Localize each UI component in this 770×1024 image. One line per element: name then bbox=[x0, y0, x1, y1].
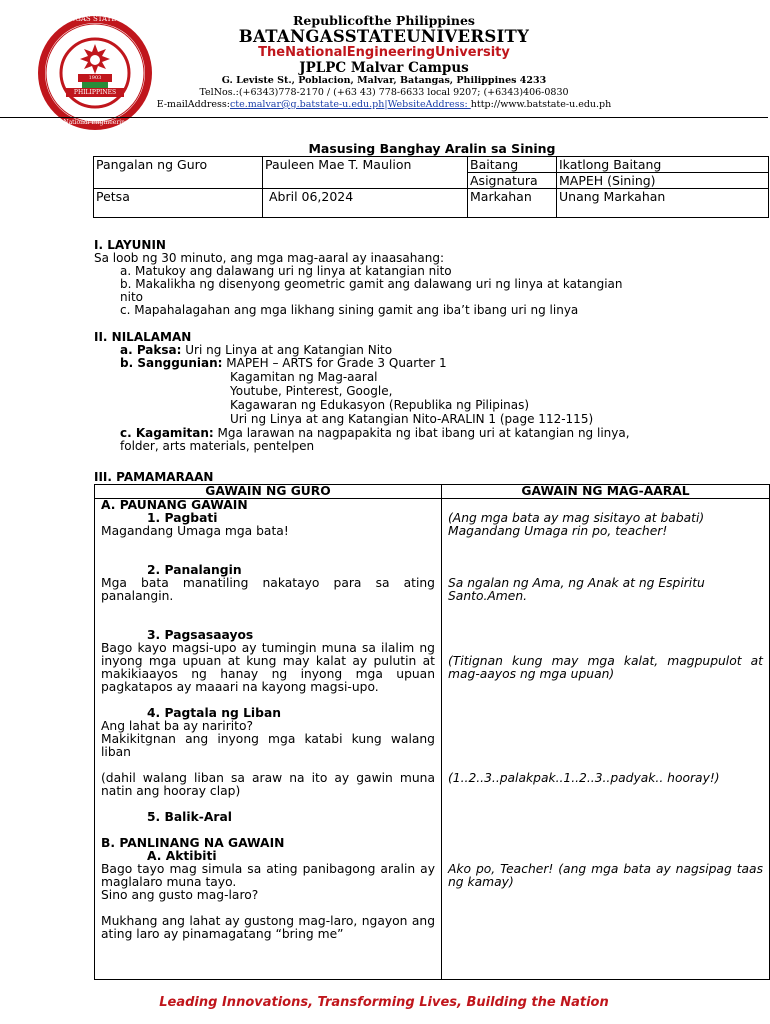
col-header-teacher: GAWAIN NG GURO bbox=[95, 485, 442, 499]
student-liban: (1..2..3..palakpak..1..2..3..padyak.. hooray!) bbox=[448, 771, 720, 785]
sanggunian-label: b. Sanggunian: bbox=[120, 356, 223, 370]
teacher-activities bbox=[95, 499, 442, 980]
step-pagbati-title: 1. Pagbati bbox=[147, 511, 218, 525]
step-liban-text-1: Ang lahat ba ay naririto? bbox=[101, 719, 254, 733]
section-b-heading: B. PANLINANG NA GAWAIN bbox=[101, 836, 285, 850]
kagamitan-label: c. Kagamitan: bbox=[120, 426, 214, 440]
header-campus: JPLPC Malvar Campus bbox=[299, 60, 469, 76]
teacher-value: Pauleen Mae T. Maulion bbox=[263, 157, 468, 189]
subject-label: Asignatura bbox=[468, 173, 557, 189]
step-panalangin-title: 2. Panalangin bbox=[147, 563, 242, 577]
nilalaman-sanggunian bbox=[94, 357, 754, 370]
email-link[interactable]: cte.malvar@g.batstate-u.edu.ph|WebsiteAddress: bbox=[229, 99, 471, 110]
header-tagline: TheNationalEngineeringUniversity bbox=[258, 45, 510, 60]
layunin-heading: I. LAYUNIN bbox=[94, 238, 166, 252]
nilalaman-kagamitan bbox=[94, 426, 754, 440]
teacher-label: Pangalan ng Guro bbox=[94, 157, 263, 189]
layunin-item-b-cont: nito bbox=[120, 290, 143, 304]
reference-item: Kagamitan ng Mag-aaral bbox=[230, 370, 378, 384]
subject-value: MAPEH (Sining) bbox=[557, 173, 769, 189]
layunin-section bbox=[94, 239, 734, 317]
header-telephone: TelNos.:(+6343)778-2170 / (+63 43) 778-6633 local 9207; (+6343)406-0830 bbox=[199, 87, 569, 98]
layunin-item-b: b. Makalikha ng disenyong geometric gamit ang dalawang uri ng linya at katangian bbox=[120, 277, 623, 291]
nilalaman-kagamitan-cont: folder, arts materials, pentelpen bbox=[120, 439, 315, 453]
layunin-intro: Sa loob ng 30 minuto, ang mga mag-aaral ay inaasahang: bbox=[94, 251, 445, 265]
info-table bbox=[93, 156, 769, 218]
nilalaman-section bbox=[94, 331, 754, 453]
student-panalangin: Sa ngalan ng Ama, ng Anak at ng Espiritu Santo.Amen. bbox=[448, 576, 705, 603]
date-value: Abril 06,2024 bbox=[263, 189, 468, 218]
nilalaman-heading: II. NILALAMAN bbox=[94, 330, 192, 344]
step-liban-title: 4. Pagtala ng Liban bbox=[147, 706, 282, 720]
step-aktibiti-text-3: Mukhang ang lahat ay gustong mag-laro, ngayon ang ating laro ay pinamagatang “bring me” bbox=[101, 914, 435, 941]
layunin-item-a: a. Matukoy ang dalawang uri ng linya at katangian nito bbox=[120, 264, 452, 278]
step-pagsasaayos-title: 3. Pagsasaayos bbox=[147, 628, 254, 642]
header-contact bbox=[0, 99, 768, 110]
kagamitan-value: Mga larawan na nagpapakita ng ibat ibang uri at katangian ng linya, bbox=[213, 426, 630, 440]
step-liban-text-2: Makikitgnan ang inyong mga katabi kung walang liban bbox=[101, 732, 435, 759]
website-text: http://www.batstate-u.edu.ph bbox=[470, 99, 612, 110]
step-aktibiti-text-2: Sino ang gusto mag-laro? bbox=[101, 888, 259, 902]
grade-label: Baitang bbox=[468, 157, 557, 173]
reference-item: Uri ng Linya at ang Katangian Nito-ARALIN 1 (page 112-115) bbox=[230, 412, 594, 426]
section-a-heading: A. PAUNANG GAWAIN bbox=[101, 498, 248, 512]
student-aktibiti: Ako po, Teacher! (ang mga bata ay nagsipag taas ng kamay) bbox=[448, 862, 763, 889]
paksa-label: a. Paksa: bbox=[120, 343, 182, 357]
step-pagsasaayos-text: Bago kayo magsi-upo ay tumingin muna sa ilalim ng inyong mga upuan at kung may kalat ay pulutin at makikiaayos ng hanay ng inyong mga upuan pagkatapos ay maaari na kayong magsi-upo. bbox=[101, 641, 435, 694]
procedure-table bbox=[94, 484, 770, 980]
col-header-student: GAWAIN NG MAG-AARAL bbox=[442, 485, 770, 499]
step-panalangin-text: Mga bata manatiling nakatayo para sa ating panalangin. bbox=[101, 576, 435, 603]
seal-bottom-text: The National Engineering University bbox=[50, 119, 163, 126]
student-pagbati-1: (Ang mga bata ay mag sisitayo at babati) bbox=[448, 511, 705, 525]
quarter-label: Markahan bbox=[468, 189, 557, 218]
reference-item: Youtube, Pinterest, Google, bbox=[230, 384, 393, 398]
header-university-name: BATANGASSTATEUNIVERSITY bbox=[238, 27, 530, 46]
email-label: E-mailAddress: bbox=[156, 99, 230, 110]
pamamaraan-heading: III. PAMAMARAAN bbox=[94, 470, 214, 484]
step-balik-aral-title: 5. Balik-Aral bbox=[147, 810, 232, 824]
step-pagbati-text: Magandang Umaga mga bata! bbox=[101, 524, 289, 538]
grade-value: Ikatlong Baitang bbox=[557, 157, 769, 173]
student-pagsasaayos: (Titignan kung may mga kalat, magpupulot at mag-aayos ng mga upuan) bbox=[448, 654, 763, 681]
header-republic: Republicofthe Philippines bbox=[293, 13, 475, 28]
student-activities bbox=[442, 499, 770, 980]
student-pagbati-2: Magandang Umaga rin po, teacher! bbox=[448, 524, 668, 538]
seal-ribbon-text: PHILIPPINES bbox=[73, 89, 117, 96]
seal-top-text: BATANGAS STATE UNIVERSITY bbox=[50, 15, 166, 23]
step-aktibiti-title: A. Aktibiti bbox=[147, 849, 217, 863]
document-title: Masusing Banghay Aralin sa Sining bbox=[308, 141, 556, 156]
seal-year: 1903 bbox=[88, 75, 102, 81]
paksa-value: Uri ng Linya at ang Katangian Nito bbox=[181, 343, 393, 357]
date-label: Petsa bbox=[94, 189, 263, 218]
step-aktibiti-text-1: Bago tayo mag simula sa ating panibagong aralin ay maglalaro muna tayo. bbox=[101, 862, 435, 889]
footer-tagline: Leading Innovations, Transforming Lives, Building the Nation bbox=[159, 995, 609, 1010]
sanggunian-value: MAPEH – ARTS for Grade 3 Quarter 1 bbox=[222, 356, 447, 370]
layunin-item-c: c. Mapahalagahan ang mga likhang sining gamit ang iba’t ibang uri ng linya bbox=[120, 303, 579, 317]
header-address: G. Leviste St., Poblacion, Malvar, Batangas, Philippines 4233 bbox=[221, 75, 547, 86]
quarter-value: Unang Markahan bbox=[557, 189, 769, 218]
step-liban-text-3: (dahil walang liban sa araw na ito ay gawin muna natin ang hooray clap) bbox=[101, 771, 435, 798]
header-divider bbox=[0, 117, 768, 118]
reference-item: Kagawaran ng Edukasyon (Republika ng Pilipinas) bbox=[230, 398, 530, 412]
